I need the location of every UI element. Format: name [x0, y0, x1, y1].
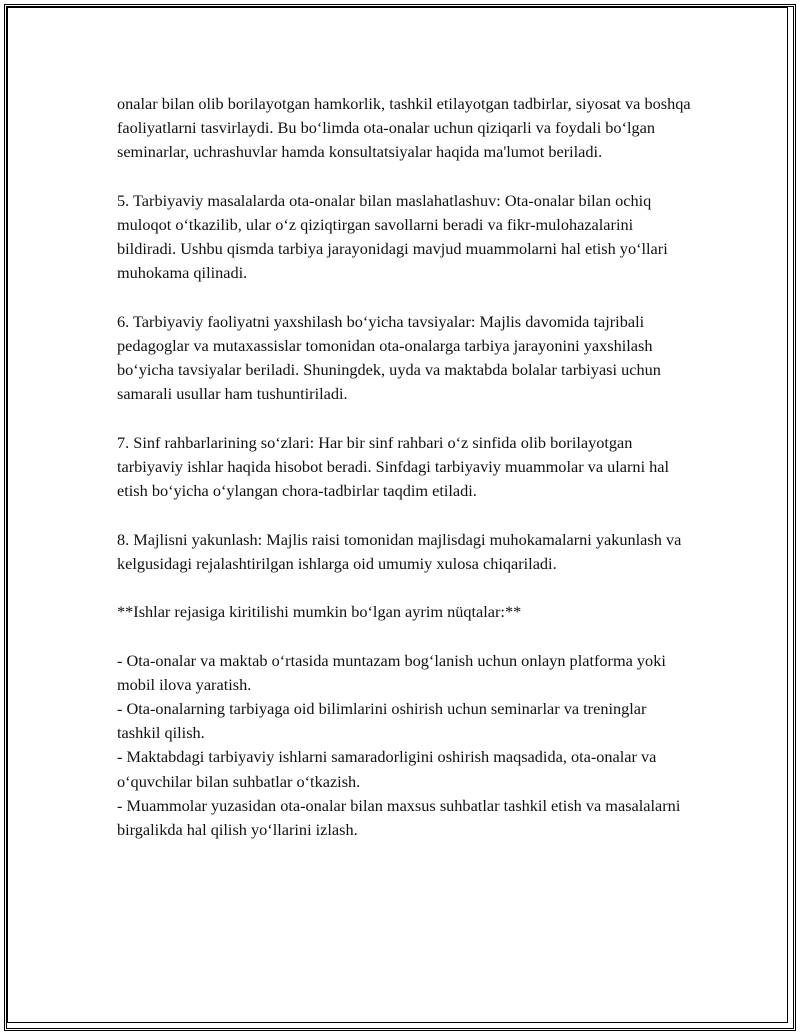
document-body	[117, 92, 692, 842]
list-item: - Maktabdagi tarbiyaviy ishlarni samaradorligini oshirish maqsadida, ota-onalar va o‘quvchilar bilan suhbatlar o‘tkazish.	[117, 747, 657, 791]
paragraph-item-8: 8. Majlisni yakunlash: Majlis raisi tomonidan majlisdagi muhokamalarni yakunlash va kelgusidagi rejalashtirilgan ishlarga oid umumiy xulosa chiqariladi.	[117, 529, 682, 573]
paragraph-intro-continuation: onalar bilan olib borilayotgan hamkorlik, tashkil etilayotgan tadbirlar, siyosat va boshqa faoliyatlarni tasvirlaydi. Bu bo‘limda ota-onalar uchun qiziqarli va foydali bo‘lgan seminarlar, uchrashuvlar hamda konsultatsiyalar haqida ma'lumot beriladi.	[117, 94, 691, 162]
list-item: - Ota-onalar va maktab o‘rtasida muntazam bog‘lanish uchun onlayn platforma yoki mobil ilova yaratish.	[117, 650, 666, 694]
bullet-list	[117, 649, 692, 843]
paragraph-item-5: 5. Tarbiyaviy masalalarda ota-onalar bilan maslahatlashuv: Ota-onalar bilan ochiq muloqot o‘tkazilib, ular o‘z qiziqtirgan savollarni beradi va fikr-mulohazalarini bildiradi. Ushbu qismda tarbiya jarayonidagi mavjud muammolarni hal etish yo‘llari muhokama qilinadi.	[117, 190, 668, 283]
list-item: - Ota-onalarning tarbiyaga oid bilimlarini oshirish uchun seminarlar va treninglar tashkil qilish.	[117, 698, 647, 743]
paragraph-item-6: 6. Tarbiyaviy faoliyatni yaxshilash bo‘yicha tavsiyalar: Majlis davomida tajribali pedagoglar va mutaxassislar tomonidan ota-onalarga tarbiya jarayonini yaxshilash bo‘yicha tavsiyalar beriladi. Shuningdek, uyda va maktabda bolalar tarbiyasi uchun samarali usullar ham tushuntiriladi.	[117, 311, 661, 404]
list-item: - Muammolar yuzasidan ota-onalar bilan maxsus suhbatlar tashkil etish va masalalarni birgalikda hal qilish yo‘llarini izlash.	[117, 795, 681, 839]
paragraph-item-7: 7. Sinf rahbarlarining so‘zlari: Har bir sinf rahbari o‘z sinfida olib borilayotgan tarbiyaviy ishlar haqida hisobot beradi. Sinfdagi tarbiyaviy muammolar va ularni hal etish bo‘yicha o‘ylangan chora-tadbirlar taqdim etiladi.	[117, 432, 670, 501]
section-heading: **Ishlar rejasiga kiritilishi mumkin bo‘lgan ayrim nüqtalar:**	[117, 602, 522, 622]
